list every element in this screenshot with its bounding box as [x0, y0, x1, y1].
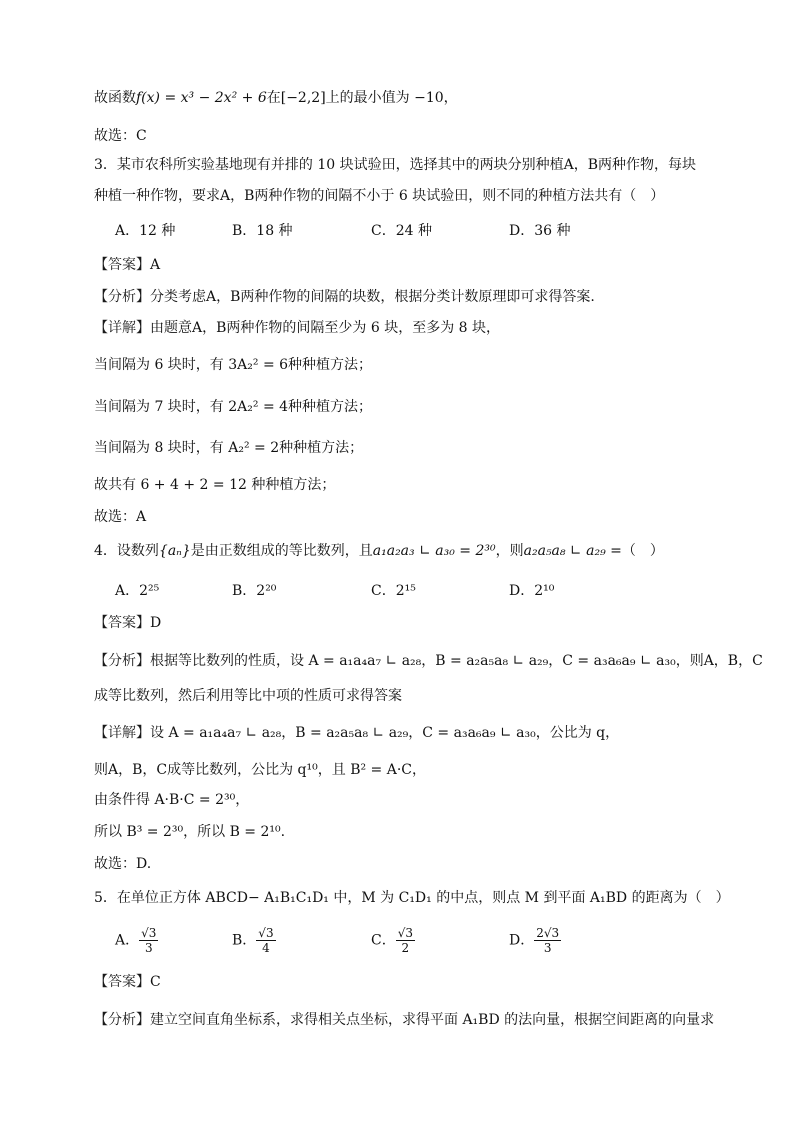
question-5-option-c: [371, 926, 415, 955]
option-label: D．: [509, 932, 535, 949]
text: 当间隔为 6 块时，有: [94, 357, 229, 373]
question-5-answer: [94, 972, 161, 992]
question-4-option-a: A．2²⁵: [115, 583, 160, 599]
question-4-detail-line2: 则A，B，C成等比数列，公比为 q¹⁰，且 B² = A·C，: [94, 762, 427, 778]
detail-text: 由题意A，B两种作物的间隔至少为 6 块，至多为 8 块，: [150, 320, 501, 336]
formula: [−2,2]: [280, 90, 326, 106]
answer-tag: 【答案】: [94, 974, 150, 990]
analysis-text: 建立空间直角坐标系，求得相关点坐标，求得平面 A₁BD 的法向量，根据空间距离的向量求: [150, 1012, 715, 1028]
question-4-stem: [94, 541, 664, 561]
text: 4．设数列: [94, 543, 159, 559]
numerator: √3: [397, 926, 413, 940]
text: ，则: [495, 543, 524, 559]
formula: 2A₂² = 4: [228, 399, 289, 415]
question-3-option-a: A．12 种: [115, 223, 176, 239]
question-4-option-c: C．2¹⁵: [371, 583, 416, 599]
question-3-case-6: [94, 355, 372, 375]
fraction: [139, 926, 158, 955]
detail-tag: 【详解】: [94, 725, 150, 741]
analysis-tag: 【分析】: [94, 653, 150, 669]
question-4-detail-line1: [94, 723, 619, 743]
question-4-analysis-line2: 成等比数列，然后利用等比中项的性质可求得答案: [94, 688, 402, 704]
answer-tag: 【答案】: [94, 257, 150, 273]
option-label: C．: [371, 932, 396, 949]
analysis-text: 根据等比数列的性质，设 A = a₁a₄a₇ ∟ a₂₈，B = a₂a₅a₈ ∟ a₂₉，C = a₃a₆a₉ ∟ a₃₀，则A，B，C: [150, 653, 763, 669]
formula: A₂² = 2: [228, 440, 280, 456]
detail-tag: 【详解】: [94, 320, 150, 336]
question-3-choose: 故选：A: [94, 509, 147, 525]
text: （ ）: [621, 543, 664, 559]
question-5-option-d: [509, 926, 561, 955]
formula: {aₙ}: [158, 543, 191, 559]
denominator: 4: [262, 941, 270, 955]
question-4-option-d: D．2¹⁰: [509, 583, 555, 599]
denominator: 2: [401, 941, 410, 955]
text: 当间隔为 8 块时，有: [94, 440, 229, 456]
answer-value: A: [150, 257, 161, 273]
answer-tag: 【答案】: [94, 615, 150, 631]
option-label: B．: [232, 932, 257, 949]
question-4-option-b: B．2²⁰: [232, 583, 277, 599]
text: 故函数: [94, 90, 136, 106]
analysis-tag: 【分析】: [94, 289, 150, 305]
question-3-option-d: D．36 种: [509, 223, 571, 239]
question-5-analysis: [94, 1010, 714, 1030]
question-3-detail: [94, 318, 500, 338]
numerator: √3: [258, 926, 274, 940]
option-label: A．: [115, 932, 140, 949]
fraction: [396, 926, 415, 955]
analysis-text: 分类考虑A，B两种作物的间隔的块数，根据分类计数原理即可求得答案.: [150, 289, 595, 305]
question-4-answer: [94, 613, 161, 633]
question-4-detail-line4: 所以 B³ = 2³⁰，所以 B = 2¹⁰.: [94, 824, 286, 840]
question-3-option-c: C．24 种: [371, 223, 432, 239]
denominator: 3: [543, 941, 552, 955]
text: 当间隔为 7 块时，有: [94, 399, 229, 415]
question-3-analysis: [94, 287, 595, 307]
text: 上的最小值为 −10，: [325, 90, 458, 106]
denominator: 3: [144, 941, 153, 955]
text: 是由正数组成的等比数列，且: [190, 543, 373, 559]
question-3-option-b: B．18 种: [232, 223, 293, 239]
fraction: [256, 926, 275, 955]
question-4-analysis-line1: [94, 651, 763, 671]
formula: a₂a₅a₈ ∟ a₂₉ =: [523, 543, 622, 559]
text: 种种植方法；: [288, 357, 373, 373]
analysis-tag: 【分析】: [94, 1012, 150, 1028]
question-3-case-8: [94, 438, 363, 458]
answer-value: D: [150, 615, 162, 631]
question-3-case-7: [94, 397, 372, 417]
question-3-answer: [94, 255, 160, 275]
formula: a₁a₂a₃ ∟ a₃₀ = 2³⁰: [372, 543, 496, 559]
text-line: 故选：C: [94, 128, 147, 144]
question-5-stem: 5．在单位正方体 ABCD− A₁B₁C₁D₁ 中，M 为 C₁D₁ 的中点，则点 M 到平面 A₁BD 的距离为（ ）: [94, 890, 730, 906]
formula: f(x) = x³ − 2x² + 6: [136, 90, 267, 106]
question-5-option-b: [232, 926, 276, 955]
fraction: [534, 926, 561, 955]
answer-value: C: [150, 974, 161, 990]
question-4-detail-line3: 由条件得 A·B·C = 2³⁰，: [94, 792, 250, 808]
detail-text: 设 A = a₁a₄a₇ ∟ a₂₈，B = a₂a₅a₈ ∟ a₂₉，C = a₃a₆a₉ ∟ a₃₀，公比为 q，: [150, 725, 620, 741]
text-line-min-value: [94, 88, 458, 108]
question-3-stem-line2: 种植一种作物，要求A，B两种作物的间隔不小于 6 块试验田，则不同的种植方法共有（ ）: [94, 188, 665, 204]
text: 在: [266, 90, 281, 106]
question-4-choose: 故选：D.: [94, 856, 152, 872]
text: 种种植方法；: [288, 399, 373, 415]
numerator: √3: [141, 926, 157, 940]
question-3-stem-line1: 3．某市农科所实验基地现有并排的 10 块试验田，选择其中的两块分别种植A，B两种作物，每块: [94, 157, 697, 173]
question-3-total: 故共有 6 + 4 + 2 = 12 种种植方法；: [94, 477, 336, 493]
text: 种种植方法；: [279, 440, 364, 456]
numerator: 2√3: [536, 926, 560, 940]
question-5-option-a: [115, 926, 158, 955]
formula: 3A₂² = 6: [228, 357, 289, 373]
